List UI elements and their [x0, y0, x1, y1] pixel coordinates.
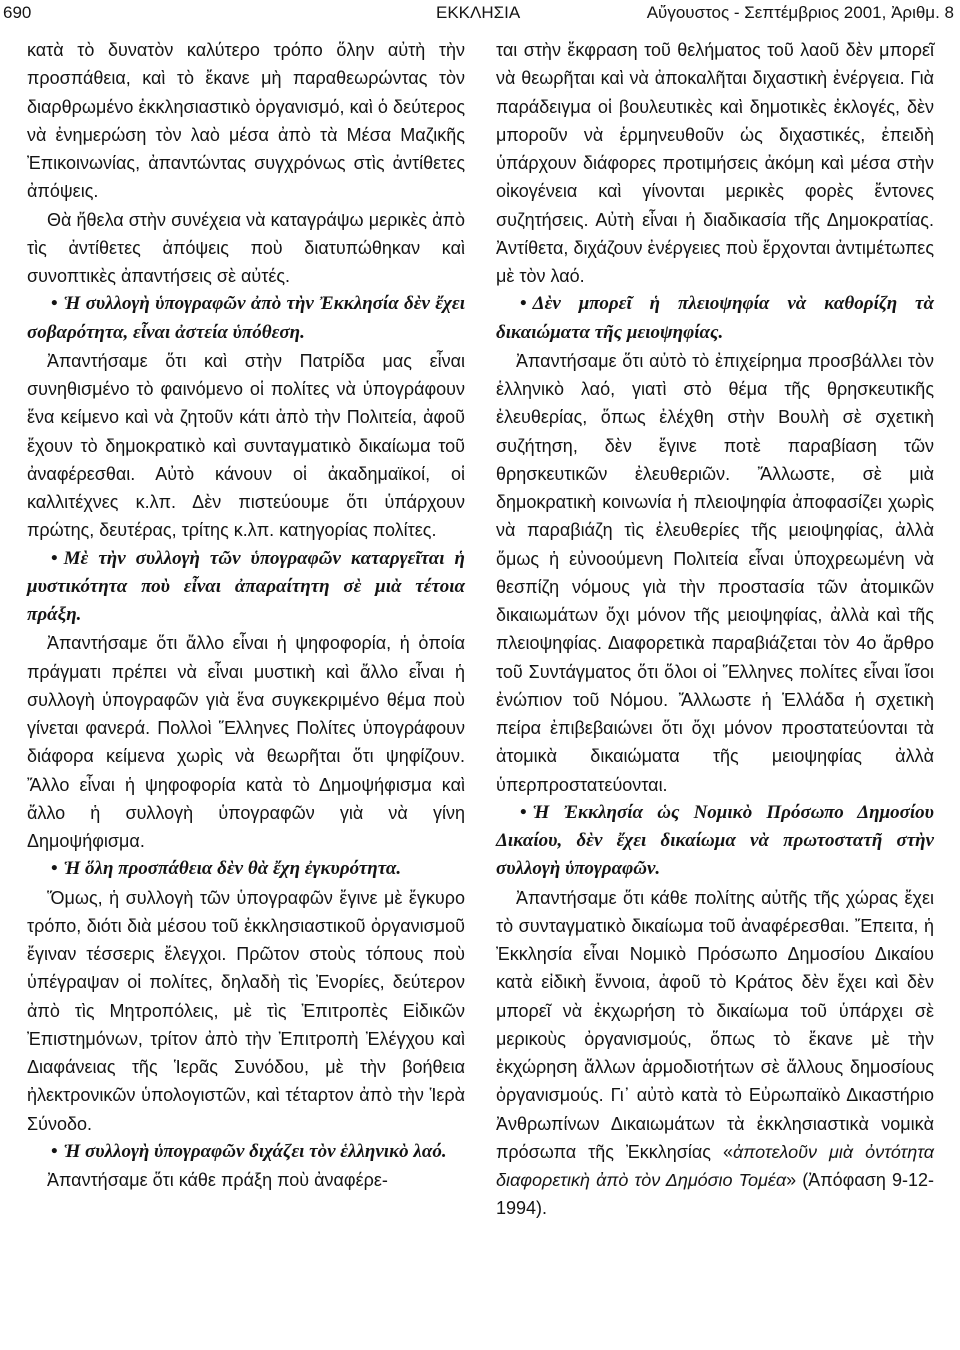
objection-text: Δὲν μπορεῖ ἡ πλειοψηφία νὰ καθορίζη τὰ δικαιώματα τῆς μειοψηφίας. [496, 293, 934, 343]
objection-heading [27, 290, 465, 347]
publication-title: ΕΚΚΛΗΣΙΑ [436, 3, 521, 22]
issue-date: Αὔγουστος - Σεπτέμβριος 2001, Ἀριθμ. 8 [646, 3, 954, 22]
objection-heading [27, 855, 465, 883]
page-number: 690 [3, 3, 32, 22]
bullet-icon: • [51, 1140, 58, 1162]
paragraph: Ἀπαντήσαμε ὅτι αὐτὸ τὸ ἐπιχείρημα προσβάλλει τὸν ἑλληνικὸ λαό, γιατὶ στὸ θέμα τῆς θρησκευτικῆς ἐλευθερίας, ὅπως ἐλέχθη στὴν Βουλὴ σὲ σχετικὴ συζήτηση, δὲν ἔγινε ποτὲ παραβίαση τῶν θρησκευτικῶν ἐλευθεριῶν. Ἄλλωστε, σὲ μιὰ δημοκρατικὴ κοινωνία ἡ πλειοψηφία ἀποφασίζει χωρὶς νὰ παραβιάζη τὶς ἐλευθερίες τῆς μειοψηφίας, ἀλλὰ ὅμως ἡ εὐνοούμενη Πολιτεία εἶναι ὑποχρεωμένη νὰ θεσπίζη νόμους γιὰ τὴν προστασία τῶν ἀτομικῶν δικαιωμάτων ὄχι μόνον τῆς μειοψηφίας, ἀλλὰ καὶ τῆς πλειοψηφίας. Διαφορετικὰ παραβιάζεται τὸν 4ο ἄρθρο τοῦ Συντάγματος ὅτι ὅλοι οἱ Ἕλληνες πολίτες εἶναι ἴσοι ἐνώπιον τοῦ Νόμου. Ἄλλωστε ἡ Ἑλλάδα ἡ σχετικὴ πείρα ἐπιβεβαιώνει ὅτι ὄχι μόνον προστατεύονται τὰ ἀτομικὰ δικαιώματα τῆς μειοψηφίας ἀλλὰ ὑπερπροστατεύονται. [496, 350, 934, 795]
paragraph-text: Ἀπαντήσαμε ὅτι κάθε πολίτης αὐτῆς τῆς χώρας ἔχει τὸ συνταγματικὸ δικαίωμα τοῦ ἀναφέρεσθαι. Ἔπειτα, ἡ Ἐκκλησία εἶναι Νομικὸ Πρόσωπο Δημοσίου Δικαίου κατὰ εἰδικὴ ἔννοια, ἀφοῦ τὸ Κράτος δὲν ἔχει καὶ δὲν μπορεῖ νὰ ἐκχωρήση τὸ δικαίωμα τοῦ ὑπάρχει σὲ μερικοὺς ὀργανισμούς, ὅπως τὸ ἔκανε μὲ τὴν ἐκχώρηση ἄλλων ἁρμοδιοτήτων σὲ ἄλλους δημοσίους ὀργανισμούς. Γι᾽ αὐτὸ κατὰ τὸ Εὐρωπαϊκὸ Δικαστήριο Ἀνθρωπίνων Δικαιωμάτων τὰ ἐκκλησιαστικὰ νομικὰ πρόσωπα τῆς Ἐκκλησίας « [496, 887, 934, 1162]
objection-heading [496, 290, 934, 347]
court-quote: ἀποτελοῦν μιὰ ὀντότητα διαφορετικὴ ἀπὸ τὸν Δημόσιο Τομέα [496, 1141, 935, 1190]
bullet-icon: • [51, 858, 58, 880]
bullet-icon: • [520, 293, 527, 315]
objection-heading [27, 1138, 465, 1166]
objection-text: Ἡ ὅλη προσπάθεια δὲν θὰ ἔχη ἐγκυρότητα. [63, 858, 402, 880]
objection-heading [27, 545, 465, 630]
paragraph: Ἀπαντήσαμε ὅτι καὶ στὴν Πατρίδα μας εἶναι συνηθισμένο τὸ φαινόμενο οἱ πολίτες νὰ ὑπογράφουν ἕνα κείμενο καὶ νὰ ζητοῦν κάτι ἀπὸ τὴν Πολιτεία, ἀφοῦ ἔχουν τὸ δημοκρατικὸ καὶ συνταγματικὸ δικαίωμα τοῦ ἀναφέρεσθαι. Αὐτὸ κάνουν οἱ ἀκαδημαϊκοί, οἱ καλλιτέχνες κ.λπ. Δὲν πιστεύουμε ὅτι ὑπάρχουν πρώτης, δευτέρας, τρίτης κ.λπ. κατηγορίας πολίτες. [27, 350, 465, 541]
paragraph [496, 884, 934, 1223]
paragraph: Ἀπαντήσαμε ὅτι κάθε πράξη ποὺ ἀναφέρε- [47, 1170, 388, 1190]
objection-text: Μὲ τὴν συλλογὴ τῶν ὑπογραφῶν καταργεῖται ἡ μυστικότητα ποὺ εἶναι ἀπαραίτητη σὲ μιὰ τέτοια πράξη. [27, 547, 465, 625]
objection-text: Ἡ συλλογὴ ὑπογραφῶν ἀπὸ τὴν Ἐκκλησία δὲν ἔχει σοβαρότητα, εἶναι ἀστεία ὑπόθεση. [27, 293, 465, 343]
paragraph: Ἀπαντήσαμε ὅτι ἄλλο εἶναι ἡ ψηφοφορία, ἡ ὁποία πράγματι πρέπει νὰ εἶναι μυστικὴ καὶ ἄλλο εἶναι ἡ συλλογὴ ὑπογραφῶν γιὰ ἕνα συγκεκριμένο θέμα ποὺ γίνεται φανερά. Πολλοὶ Ἕλληνες Πολίτες ὑπογράφουν διάφορα κείμενα χωρὶς νὰ θεωρῆται ὅτι ψηφίζουν. Ἄλλο εἶναι ἡ ψηφοφορία κατὰ τὸ Δημοψήφισμα καὶ ἄλλο ἡ συλλογὴ ὑπογραφῶν γιὰ νὰ γίνη Δημοψήφισμα. [27, 633, 465, 851]
bullet-icon: • [51, 547, 58, 569]
paragraph: Θὰ ἤθελα στὴν συνέχεια νὰ καταγράψω μερικὲς ἀπὸ τὶς ἀντίθετες ἀπόψεις ποὺ διατυπώθηκαν καὶ συνοπτικὲς ἀπαντήσεις σὲ αὐτές. [27, 209, 465, 286]
paragraph-text: » (Ἀπόφαση 9-12-1994). [496, 1170, 934, 1219]
objection-heading [496, 799, 934, 884]
right-column [496, 36, 934, 1223]
paragraph: ται στὴν ἔκφραση τοῦ θελήματος τοῦ λαοῦ δὲν μπορεῖ νὰ θεωρῆται καὶ νὰ ἀποκαλῆται διχαστικὴ ἐνέργεια. Γιὰ παράδειγμα οἱ βουλευτικὲς καὶ δημοτικὲς ἐκλογές, δὲν μποροῦν νὰ ἑρμηνευθοῦν ὡς διχαστικές, ἐπειδὴ ὑπάρχουν διάφορες προτιμήσεις ἀκόμη καὶ μέσα στὴν οἰκογένεια καὶ γίνονται μερικὲς φορὲς ἔντονες συζητήσεις. Αὐτὴ εἶναι ἡ διαδικασία τῆς Δημοκρατίας. Ἀντίθετα, διχάζουν ἐνέργειες ποὺ ἔρχονται ἀντιμέτωπες μὲ τὸν λαό. [496, 40, 934, 286]
objection-text: Ἡ συλλογὴ ὑπογραφῶν διχάζει τὸν ἑλληνικὸ λαό. [63, 1140, 447, 1162]
bullet-icon: • [51, 293, 58, 315]
page-header [0, 0, 960, 26]
objection-text: Ἡ Ἐκκλησία ὡς Νομικὸ Πρόσωπο Δημοσίου Δικαίου, δὲν ἔχει δικαίωμα νὰ πρωτοστατῆ στὴν συλλογὴ ὑπογραφῶν. [496, 801, 934, 880]
left-column [27, 36, 465, 1194]
bullet-icon: • [520, 801, 527, 823]
paragraph: Ὅμως, ἡ συλλογὴ τῶν ὑπογραφῶν ἔγινε μὲ ἔγκυρο τρόπο, διότι διὰ μέσου τοῦ ἐκκλησιαστικοῦ ὀργανισμοῦ ἔγιναν τέσσερις ἔλεγχοι. Πρῶτον στοὺς τόπους ποὺ ὑπέγραψαν οἱ πολίτες, δηλαδὴ τὶς Ἐνορίες, δεύτερον ἀπὸ τὶς Μητροπόλεις, μὲ τὶς Ἐπιτροπὲς Εἰδικῶν Ἐπιστημόνων, τρίτον ἀπὸ τὴν Ἐπιτροπὴ Ἐλέγχου καὶ Διαφάνειας τῆς Ἱερᾶς Συνόδου, μὲ τὴν βοήθεια ἠλεκτρονικῶν ὑπολογιστῶν, καὶ τέταρτον ἀπὸ τὴν Ἱερὰ Σύνοδο. [27, 887, 465, 1134]
paragraph: κατὰ τὸ δυνατὸν καλύτερο τρόπο ὅλην αὐτὴ τὴν προσπάθεια, καὶ τὸ ἔκανε μὴ παραθεωρώντας τὸν διαρθρωμένο ἐκκλησιαστικὸ ὀργανισμό, καὶ ὁ δεύτερος νὰ ἐνημερώση τὸν λαὸ μέσα ἀπὸ τὰ Μέσα Μαζικῆς Ἐπικοινωνίας, ἀπαντώντας συγχρόνως στὶς ἀντίθετες ἀπόψεις. [27, 40, 465, 202]
